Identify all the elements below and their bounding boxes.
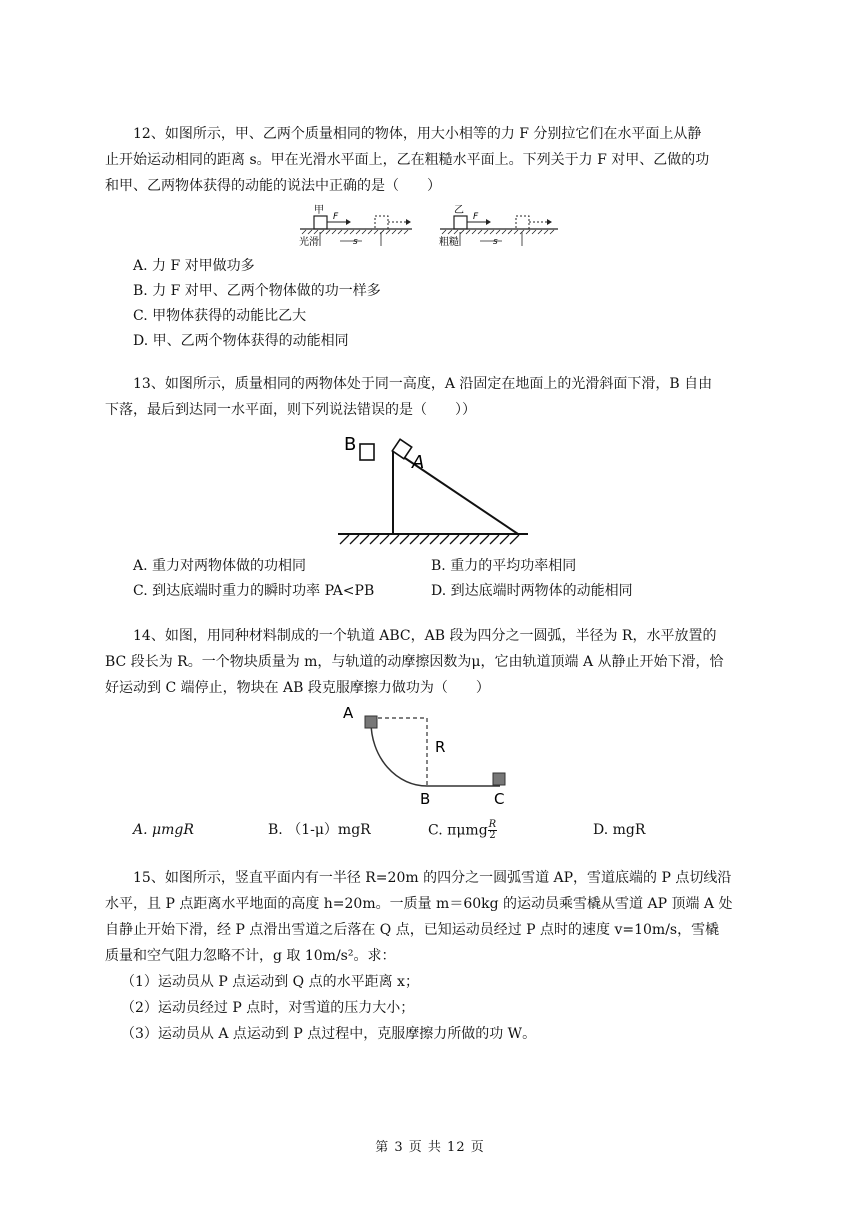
page-footer: 第 3 页 共 12 页	[375, 1140, 485, 1155]
q13-figure	[336, 430, 531, 550]
q14-option-d: D. mgR	[593, 822, 646, 838]
q15-stem-line-1: 15、如图所示，竖直平面内有一半径 R=20m 的四分之一圆弧雪道 AP，雪道底端的 P 点切线沿	[133, 870, 732, 886]
q12-option-c: C. 甲物体获得的动能比乙大	[133, 308, 307, 324]
label-yi: 乙	[454, 205, 464, 216]
q13-stem-line-2: 下落，最后到达同一水平面，则下列说法错误的是（ ））	[105, 402, 476, 418]
label-b: B	[344, 434, 357, 455]
label-b: B	[420, 790, 431, 808]
q12-option-d: D. 甲、乙两个物体获得的动能相同	[133, 333, 349, 349]
q12-option-a: A. 力 F 对甲做功多	[133, 258, 255, 274]
q14-stem-line-1: 14、如图，用同种材料制成的一个轨道 ABC，AB 段为四分之一圆弧，半径为 R，水平放置的	[133, 628, 717, 644]
q12-figure	[296, 202, 566, 250]
fraction-denominator: 2	[489, 830, 496, 841]
q13-option-b: B. 重力的平均功率相同	[431, 558, 577, 574]
fraction-numerator: R	[488, 819, 497, 830]
q15-part-3: （3）运动员从 A 点运动到 P 点过程中，克服摩擦力所做的功 W。	[121, 1026, 537, 1042]
q14-option-a: A. μmgR	[133, 822, 194, 838]
q14-option-c-prefix: C. πμmg	[428, 822, 488, 839]
block-yi	[454, 216, 467, 229]
q12-figure-rough	[439, 204, 558, 248]
q15-part-2: （2）运动员经过 P 点时，对雪道的压力大小；	[121, 1000, 415, 1016]
label-a: A	[343, 704, 354, 722]
label-distance: s	[493, 237, 498, 247]
label-c: C	[494, 790, 505, 808]
block-at-c	[493, 773, 505, 785]
arc-ab	[371, 722, 427, 786]
q15-part-1: （1）运动员从 P 点运动到 Q 点的水平距离 x；	[121, 974, 419, 990]
q12-figure-smooth	[299, 204, 412, 248]
q13-option-d: D. 到达底端时两物体的动能相同	[431, 583, 633, 599]
label-jia: 甲	[314, 205, 324, 216]
block-jia	[314, 216, 327, 229]
label-force: F	[473, 212, 479, 222]
q14-figure	[335, 700, 525, 808]
q14-stem-line-2: BC 段长为 R。一个物块质量为 m，与轨道的动摩擦因数为μ，它由轨道顶端 A 从静止开始下滑，恰	[105, 654, 724, 670]
q15-stem-line-4: 质量和空气阻力忽略不计，g 取 10m/s²。求：	[105, 948, 396, 964]
q12-stem-line-1: 12、如图所示，甲、乙两个质量相同的物体，用大小相等的力 F 分别拉它们在水平面上从静	[133, 126, 702, 142]
q12-option-b: B. 力 F 对甲、乙两个物体做的功一样多	[133, 283, 381, 299]
q12-stem-line-3: 和甲、乙两物体获得的动能的说法中正确的是（ ）	[105, 178, 441, 194]
block-at-a	[365, 716, 377, 728]
label-force: F	[333, 212, 339, 222]
q12-stem-line-2: 止开始运动相同的距离 s。甲在光滑水平面上，乙在粗糙水平面上。下列关于力 F 对甲、乙做的功	[105, 152, 710, 168]
q14-option-c-fraction	[488, 820, 498, 841]
q13-stem-line-1: 13、如图所示，质量相同的两物体处于同一高度，A 沿固定在地面上的光滑斜面下滑，B 自由	[133, 376, 713, 392]
q13-option-a: A. 重力对两物体做的功相同	[133, 558, 307, 574]
q14-stem-line-3: 好运动到 C 端停止，物块在 AB 段克服摩擦力做功为（ ）	[105, 680, 490, 696]
label-smooth: 光滑	[299, 237, 319, 248]
q14-option-c	[428, 820, 497, 841]
q15-stem-line-2: 水平，且 P 点距离水平地面的高度 h=20m。一质量 m＝60kg 的运动员乘雪橇从雪道 AP 顶端 A 处	[105, 896, 733, 912]
label-r: R	[435, 738, 446, 756]
label-a: A	[412, 452, 425, 473]
block-a	[392, 439, 411, 458]
label-distance: s	[353, 237, 358, 247]
block-b	[360, 444, 374, 460]
q13-option-c: C. 到达底端时重力的瞬时功率 PA<PB	[133, 583, 375, 599]
label-rough: 粗糙	[439, 237, 459, 248]
q15-stem-line-3: 自静止开始下滑，经 P 点滑出雪道之后落在 Q 点，已知运动员经过 P 点时的速度 v=10m/s，雪橇	[105, 922, 720, 938]
q14-option-b: B. （1-μ）mgR	[268, 822, 371, 838]
